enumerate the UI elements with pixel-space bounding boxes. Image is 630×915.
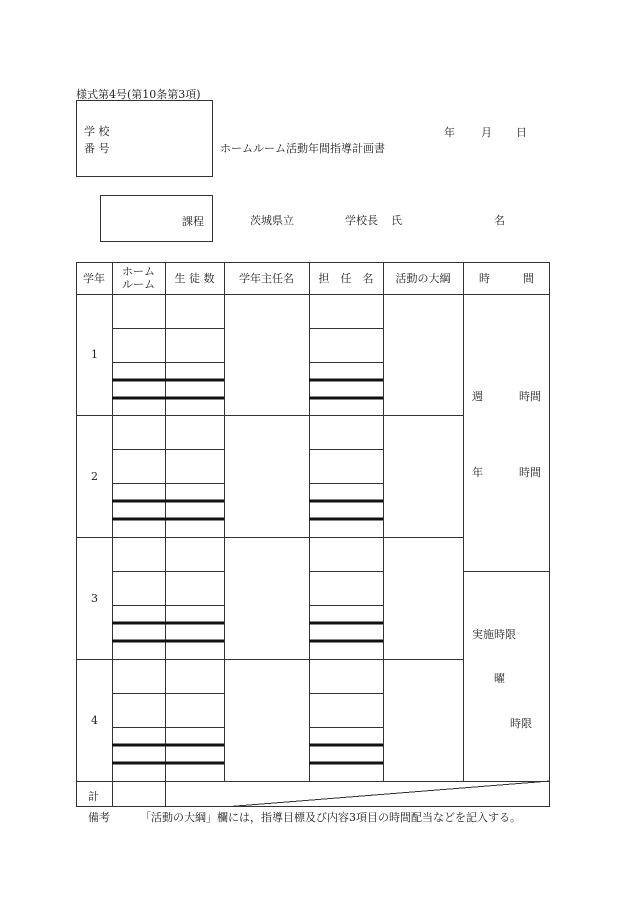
prefecture-label: 茨城県立: [250, 214, 294, 227]
total-label: 計: [88, 790, 99, 803]
header-students: 生 徒 数: [174, 271, 215, 285]
period-unit: 時限: [510, 717, 532, 730]
grade-2: 2: [91, 470, 98, 483]
date-year: 年: [444, 126, 455, 139]
header-homeroom: [112, 262, 165, 294]
note-label: 備考: [88, 811, 110, 824]
header-homeroom-line1: ホーム: [122, 265, 155, 278]
header-hours: 時 間: [479, 271, 534, 285]
course-label: 課程: [182, 215, 204, 228]
date-month: 月: [481, 126, 492, 139]
header-homeroom-line2: ルーム: [122, 278, 155, 291]
grade-1: 1: [91, 348, 98, 361]
weekly-unit: 時間: [519, 390, 541, 403]
school-number-label-2: 番 号: [84, 142, 110, 155]
grade-4: 4: [91, 714, 98, 727]
header-grade-head: 学年主任名: [239, 271, 294, 285]
period-label: 実施時限: [472, 628, 516, 641]
yearly-unit: 時間: [519, 466, 541, 479]
date-day: 日: [516, 126, 527, 139]
grade-3: 3: [91, 592, 98, 605]
weekly-label: 週: [472, 390, 483, 403]
day-of-week-label: 曜: [494, 672, 505, 685]
principal-shi: 氏: [391, 214, 402, 227]
header-grade: 学年: [83, 271, 105, 285]
form-number: 様式第4号(第10条第3項): [76, 88, 201, 101]
yearly-label: 年: [472, 466, 483, 479]
doc-title: ホームルーム活動年間指導計画書: [220, 142, 385, 155]
principal-mei: 名: [494, 214, 505, 227]
school-number-label-1: 学 校: [84, 125, 110, 138]
course-box: [100, 195, 213, 242]
table-grid: [76, 262, 550, 807]
header-outline: 活動の大綱: [395, 271, 451, 285]
principal-label: 学校長: [345, 214, 378, 227]
header-teacher: 担 任 名: [318, 271, 374, 285]
note-text: 「活動の大綱」欄には，指導目標及び内容3項目の時間配当などを記入する。: [140, 811, 521, 824]
school-number-box: [76, 100, 213, 177]
plan-table: [76, 262, 550, 807]
